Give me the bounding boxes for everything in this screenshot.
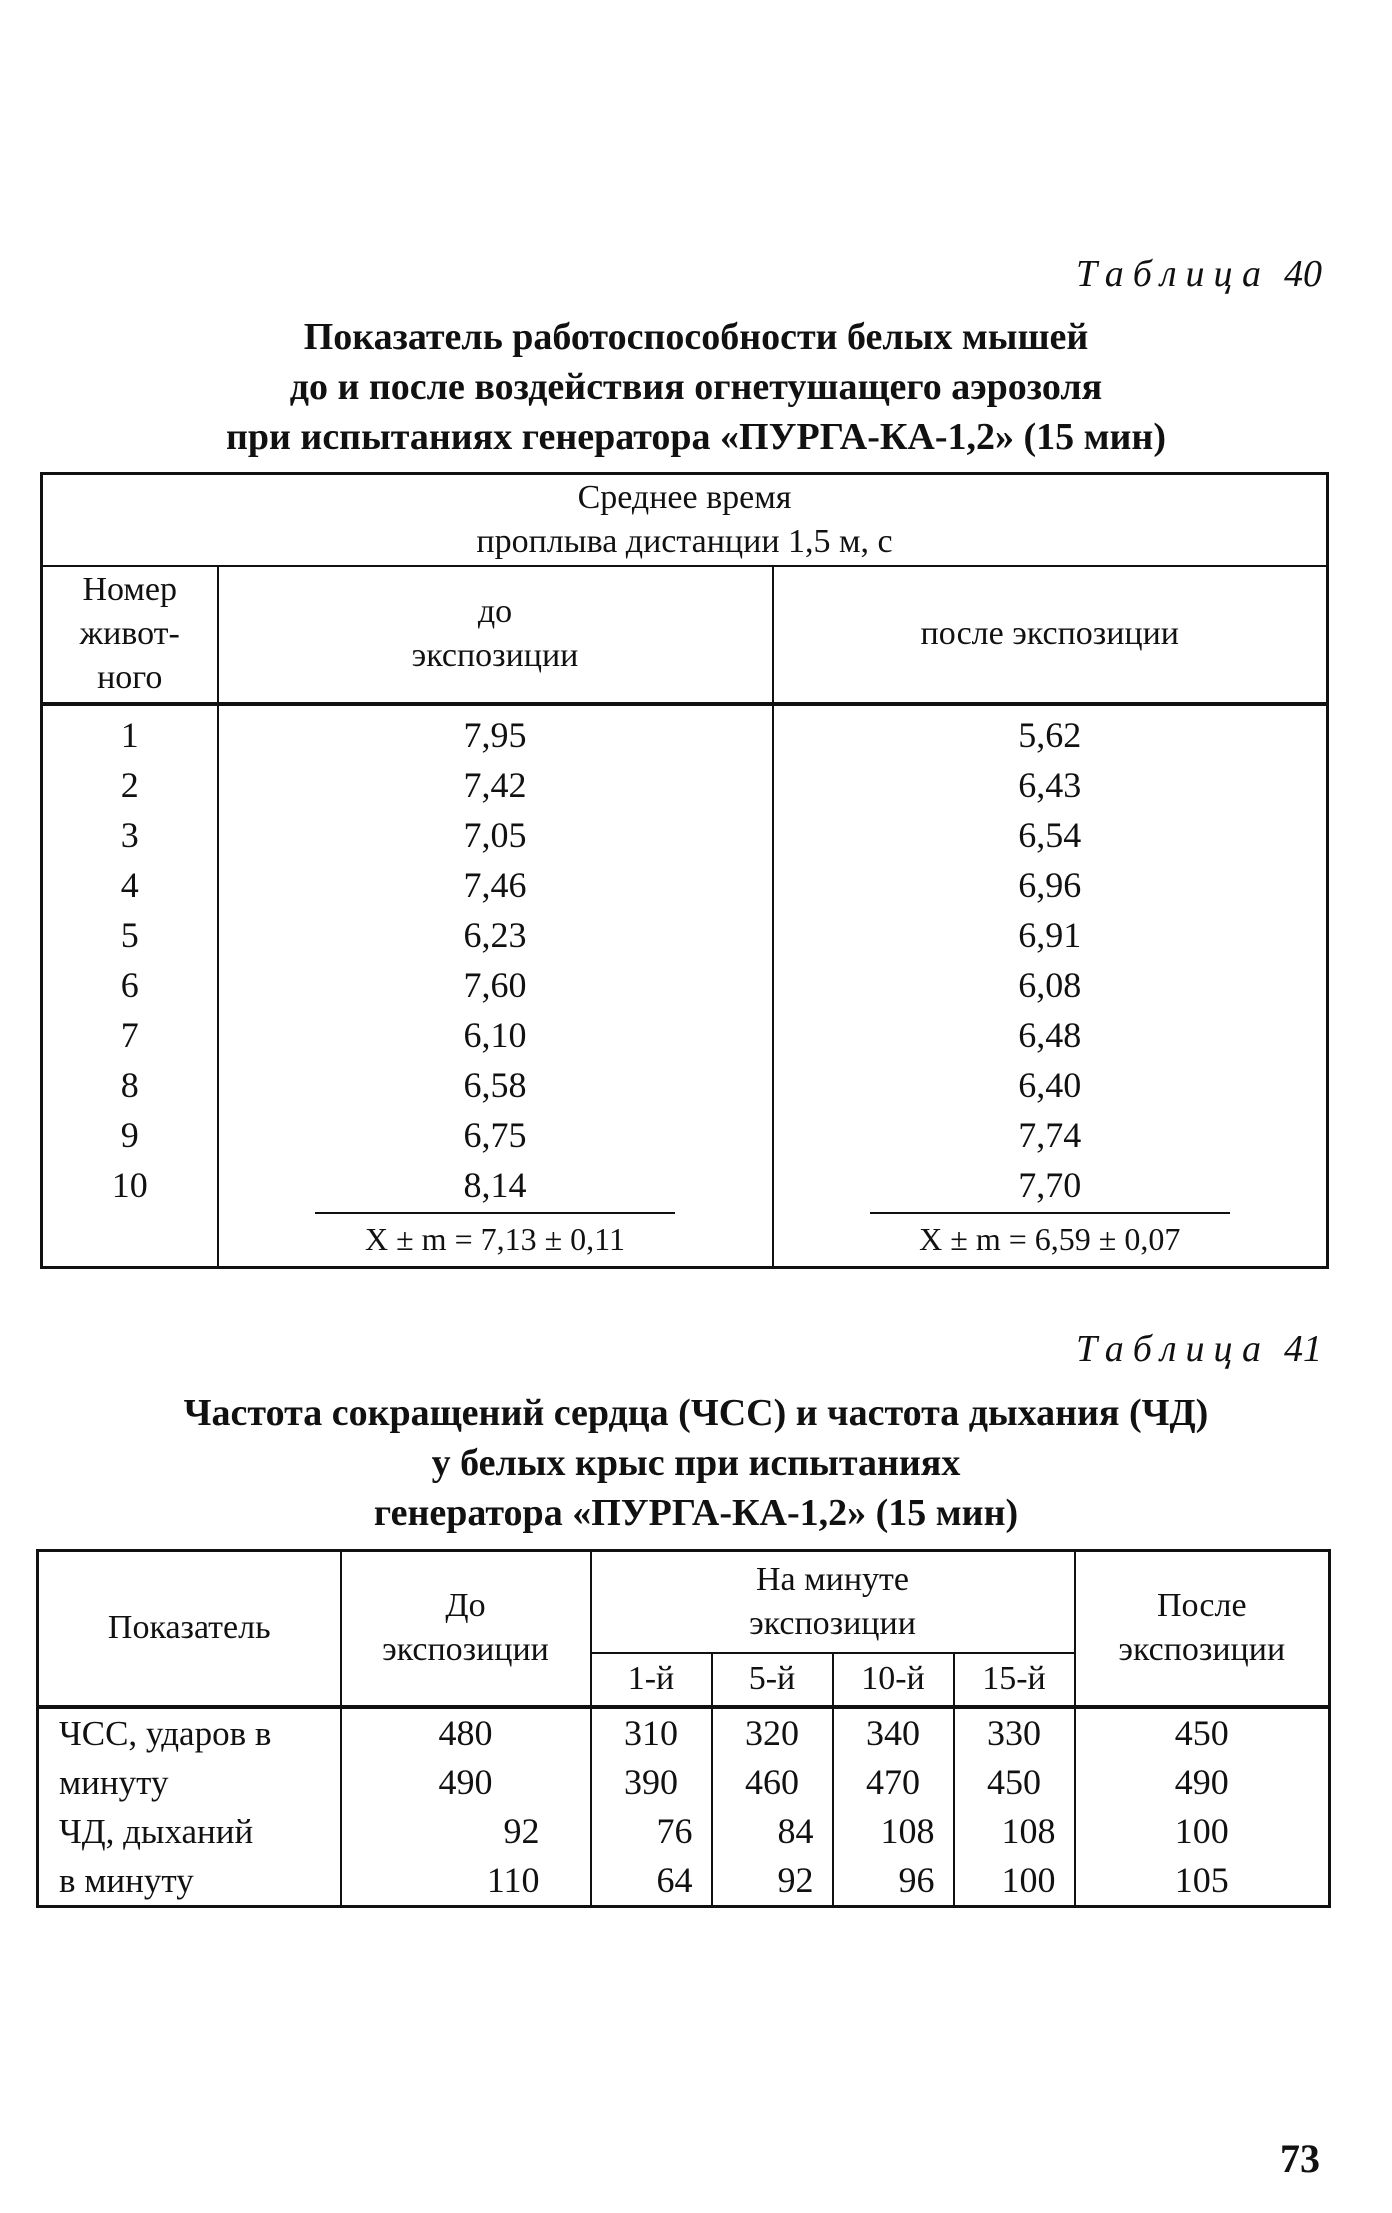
header-minute-10: 10-й: [833, 1653, 954, 1707]
table-row: ЧСС, ударов в 480 310 320 340 330 450: [38, 1707, 1330, 1758]
summary-before: X ± m = 7,13 ± 0,11: [315, 1212, 675, 1264]
header-after-exposure: После экспозиции: [1075, 1551, 1330, 1707]
page-number: 73: [1280, 2136, 1320, 2181]
table-row: 9 6,75 7,74: [42, 1110, 1328, 1160]
table-41-label: Таблица 41: [1076, 1328, 1322, 1370]
header-swim-time: Среднее время проплыва дистанции 1,5 м, с: [42, 474, 1328, 566]
table-40-title-line: при испытаниях генератора «ПУРГА-КА-1,2» (15 мин): [226, 416, 1166, 458]
table-41-title-line: Частота сокращений сердца (ЧСС) и частота дыхания (ЧД): [183, 1392, 1209, 1434]
header-animal-number: Номер живот- ного: [42, 566, 218, 704]
table-40-title-line: до и после воздействия огнетушащего аэрозоля: [289, 366, 1103, 408]
table-row: 10 8,14 7,70: [42, 1160, 1328, 1210]
table-row: 8 6,58 6,40: [42, 1060, 1328, 1110]
table-40-label: Таблица 40: [1076, 253, 1322, 295]
table-41-title-line: генератора «ПУРГА-КА-1,2» (15 мин): [373, 1492, 1019, 1534]
table-row: 6 7,60 6,08: [42, 960, 1328, 1010]
table-row: 5 6,23 6,91: [42, 910, 1328, 960]
header-exposure-minute: На минуте экспозиции: [591, 1551, 1075, 1653]
summary-after: X ± m = 6,59 ± 0,07: [870, 1212, 1230, 1264]
table-row: минуту 490 390 460 470 450 490: [38, 1758, 1330, 1807]
header-minute-1: 1-й: [591, 1653, 712, 1707]
table-row: 4 7,46 6,96: [42, 860, 1328, 910]
table-row: 1 7,95 5,62: [42, 704, 1328, 760]
table-41-title: [0, 1388, 1392, 1538]
table-row: 7 6,10 6,48: [42, 1010, 1328, 1060]
header-before-exposure: До экспозиции: [341, 1551, 591, 1707]
header-before-exposure: до экспозиции: [218, 566, 773, 704]
table-41-title-line: у белых крыс при испытаниях: [431, 1442, 961, 1484]
table-summary-row: [42, 1210, 1328, 1268]
table-40-title-line: Показатель работоспособности белых мышей: [303, 316, 1089, 358]
table-40: [40, 472, 1329, 1269]
header-after-exposure: после экспозиции: [773, 566, 1328, 704]
table-40-title: [0, 312, 1392, 462]
header-indicator: Показатель: [38, 1551, 341, 1707]
table-row: 3 7,05 6,54: [42, 810, 1328, 860]
header-minute-15: 15-й: [954, 1653, 1075, 1707]
table-row: в минуту 110 64 92 96 100 105: [38, 1856, 1330, 1907]
header-minute-5: 5-й: [712, 1653, 833, 1707]
table-row: 2 7,42 6,43: [42, 760, 1328, 810]
table-41: [36, 1549, 1331, 1908]
table-row: ЧД, дыханий 92 76 84 108 108 100: [38, 1807, 1330, 1856]
